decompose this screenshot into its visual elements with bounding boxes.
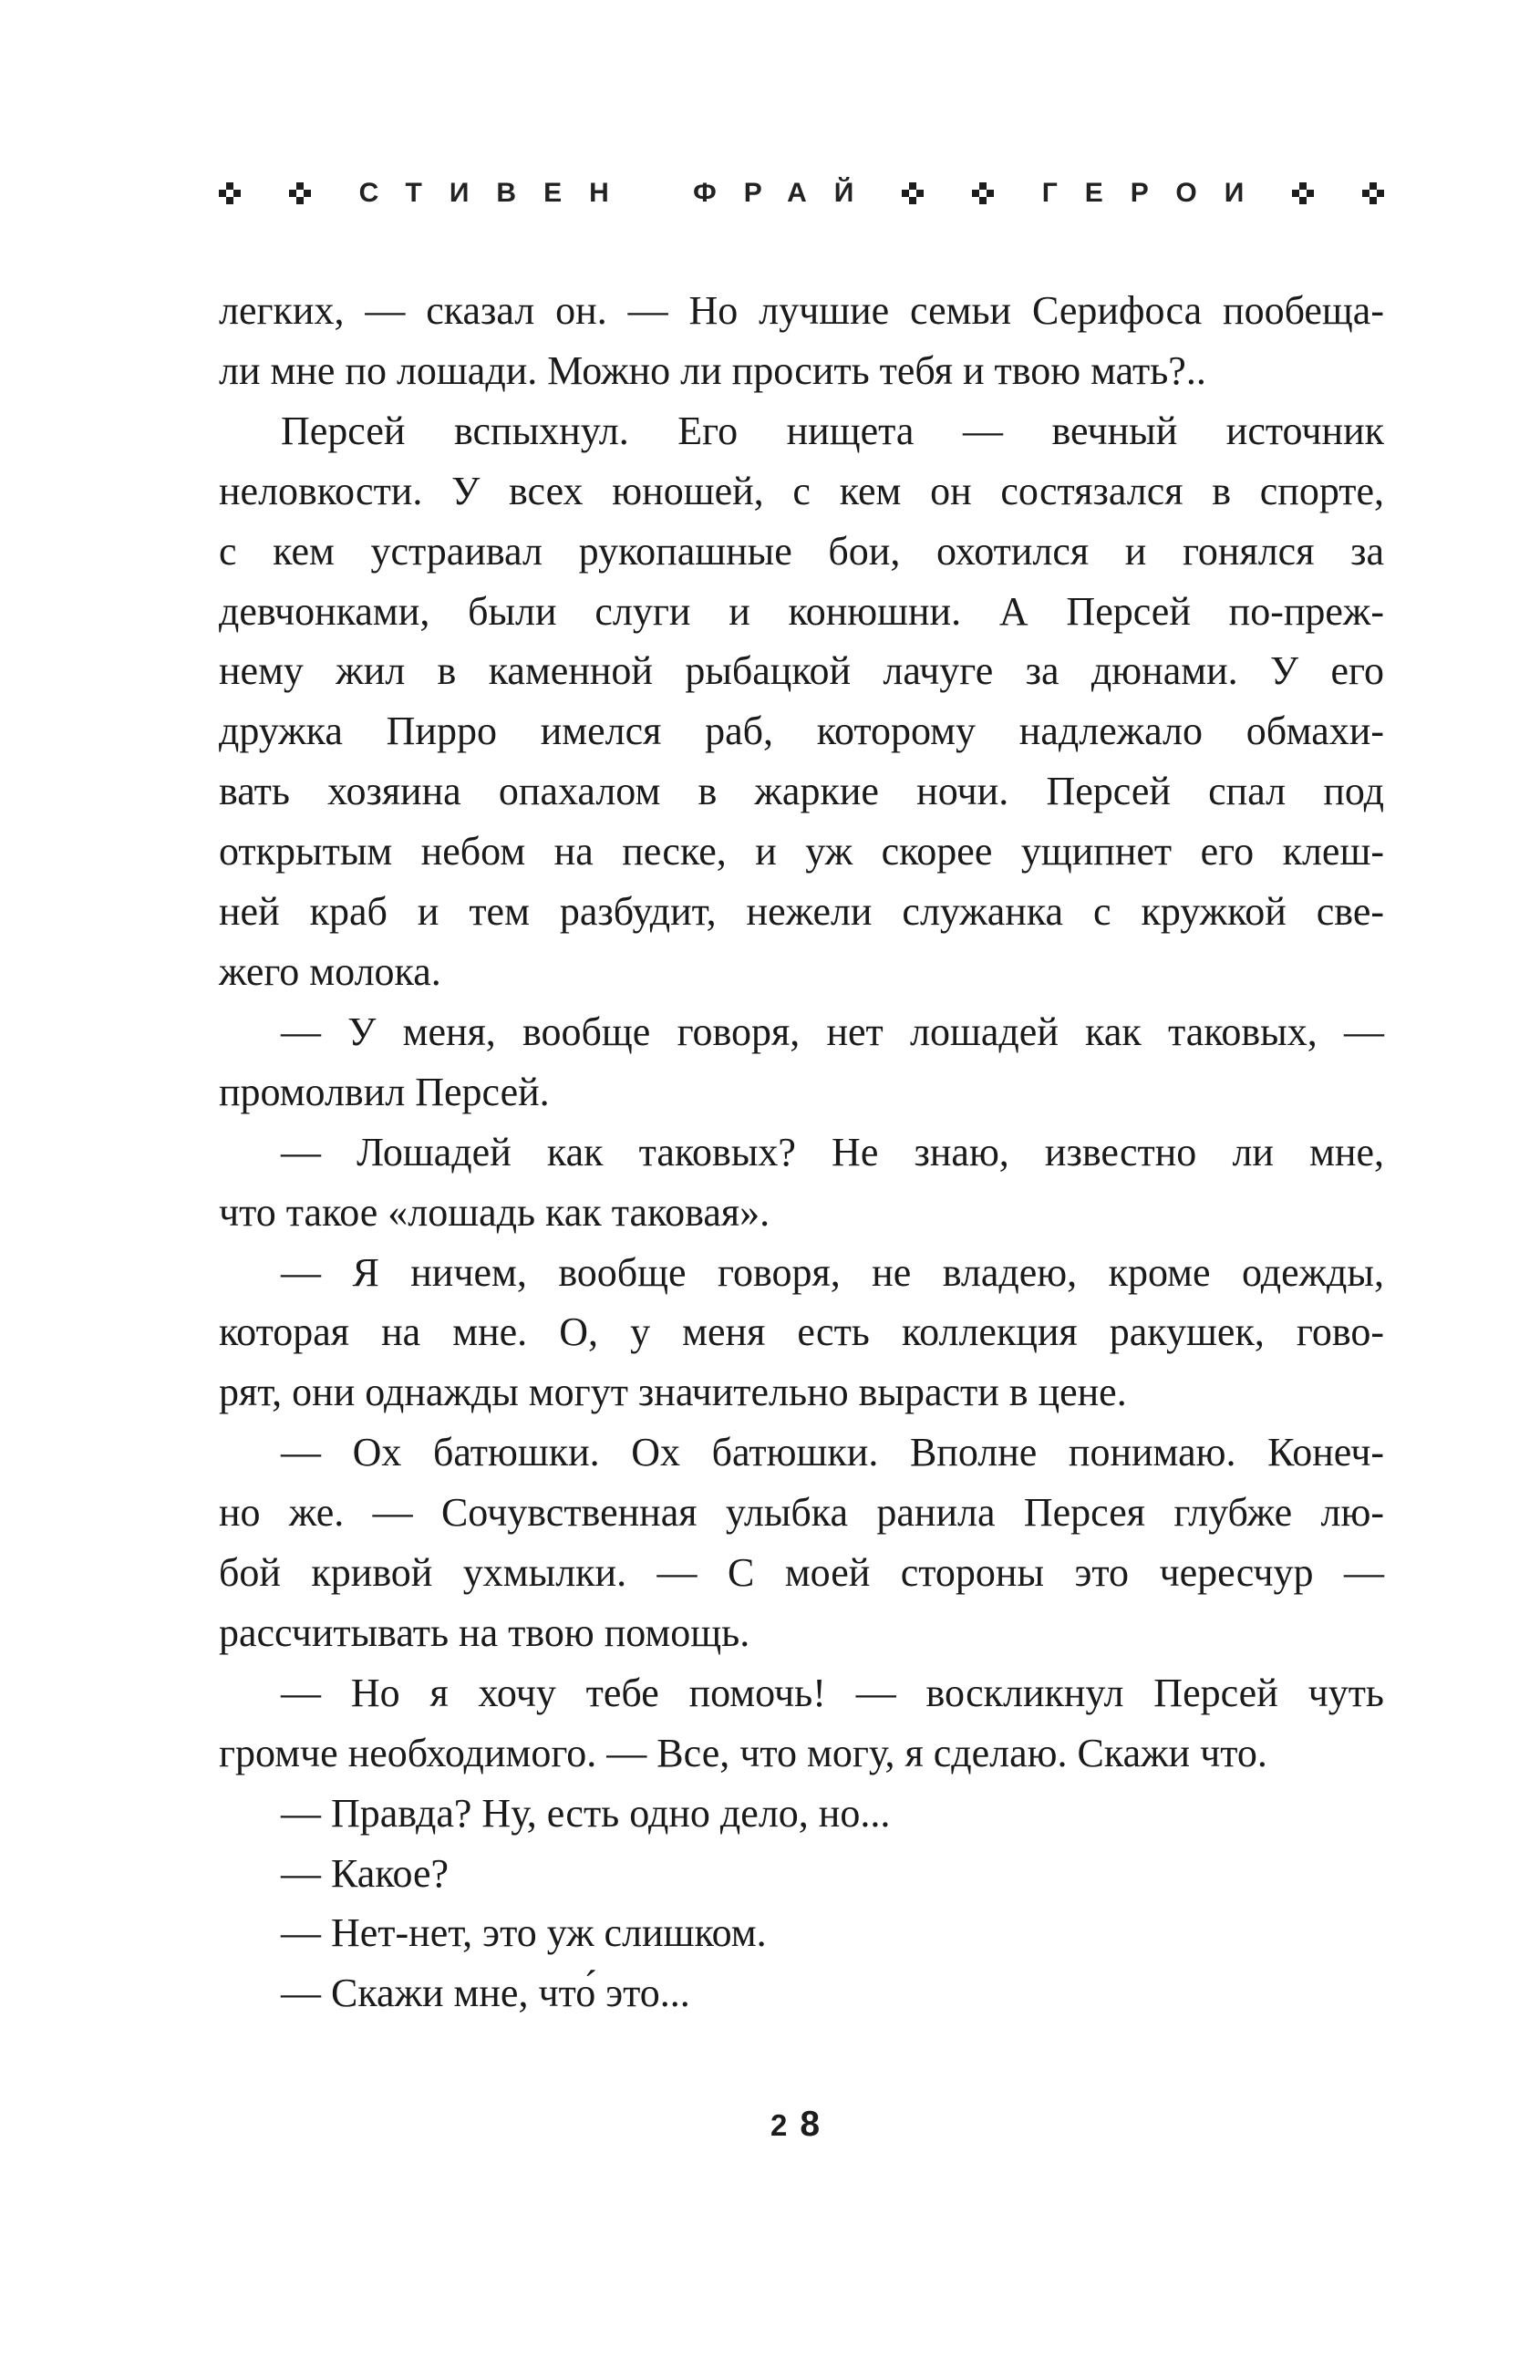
- checker-ornament-icon: [902, 182, 924, 204]
- text-block: [219, 281, 1384, 2023]
- text-line: — Я ничем, вообще говоря, не владею, кроме одежды,: [281, 1249, 1384, 1295]
- text-line: — Лошадей как таковых? Не знаю, известно ли мне,: [281, 1129, 1384, 1174]
- text-line: дружка Пирро имелся раб, которому надлежало обмахи-: [219, 709, 1384, 754]
- text-line: с кем устраивал рукопашные бои, охотился и гонялся за: [219, 528, 1384, 574]
- text-line: — Правда? Ну, есть одно дело, но...: [281, 1790, 891, 1836]
- text-line: рассчитывать на твою помощь.: [219, 1609, 750, 1655]
- text-line: жего молока.: [219, 948, 441, 994]
- text-line: ли мне по лошади. Можно ли просить тебя и твою мать?..: [219, 347, 1206, 393]
- checker-ornament-icon: [1292, 182, 1314, 204]
- text-line: но же. — Сочувственная улыбка ранила Персея глубже лю-: [219, 1490, 1384, 1536]
- text-line: промолвил Персей.: [219, 1069, 550, 1114]
- page-number-digit: 8: [800, 2105, 833, 2144]
- checker-ornament-icon: [1362, 182, 1384, 204]
- running-header-author: СТИВЕН ФРАЙ: [358, 178, 882, 208]
- page-number: [219, 2105, 1384, 2145]
- running-header: [219, 179, 1384, 208]
- text-line: девчонками, были слуги и конюшни. А Персей по-преж-: [219, 588, 1384, 634]
- checker-ornament-icon: [219, 182, 241, 204]
- text-line: ней краб и тем разбудит, нежели служанка с кружкой све-: [219, 889, 1384, 935]
- text-line: рят, они однажды могут значительно вырасти в цене.: [219, 1370, 1127, 1415]
- text-line: — Нет-нет, это уж слишком.: [281, 1910, 767, 1956]
- running-header-title: ГЕРОИ: [1041, 178, 1272, 208]
- text-line: — Скажи мне, что́ это...: [281, 1971, 690, 2016]
- text-line: нему жил в каменной рыбацкой лачуге за дюнами. У его: [219, 648, 1384, 694]
- text-line: громче необходимого. — Все, что могу, я сделаю. Скажи что.: [219, 1730, 1267, 1775]
- text-line: Персей вспыхнул. Его нищета — вечный источник: [281, 408, 1384, 453]
- text-line: что такое «лошадь как таковая».: [219, 1189, 770, 1235]
- text-line: открытым небом на песке, и уж скорее ущипнет его клеш-: [219, 829, 1384, 874]
- text-line: неловкости. У всех юношей, с кем он состязался в спорте,: [219, 468, 1384, 513]
- page-number-digit: 2: [770, 2108, 801, 2142]
- text-line: бой кривой ухмылки. — С моей стороны это чересчур —: [219, 1550, 1384, 1596]
- text-line: — Какое?: [281, 1850, 450, 1896]
- text-line: — У меня, вообще говоря, нет лошадей как таковых, —: [281, 1009, 1384, 1054]
- text-line: которая на мне. О, у меня есть коллекция ракушек, гово-: [219, 1309, 1384, 1355]
- text-line: легких, — сказал он. — Но лучшие семьи Серифоса пообеща-: [219, 288, 1384, 333]
- checker-ornament-icon: [289, 182, 311, 204]
- text-line: — Ох батюшки. Ох батюшки. Вполне понимаю. Конеч-: [281, 1430, 1384, 1475]
- text-line: вать хозяина опахалом в жаркие ночи. Персей спал под: [219, 769, 1384, 814]
- text-line: — Но я хочу тебе помочь! — воскликнул Персей чуть: [281, 1670, 1384, 1715]
- checker-ornament-icon: [972, 182, 994, 204]
